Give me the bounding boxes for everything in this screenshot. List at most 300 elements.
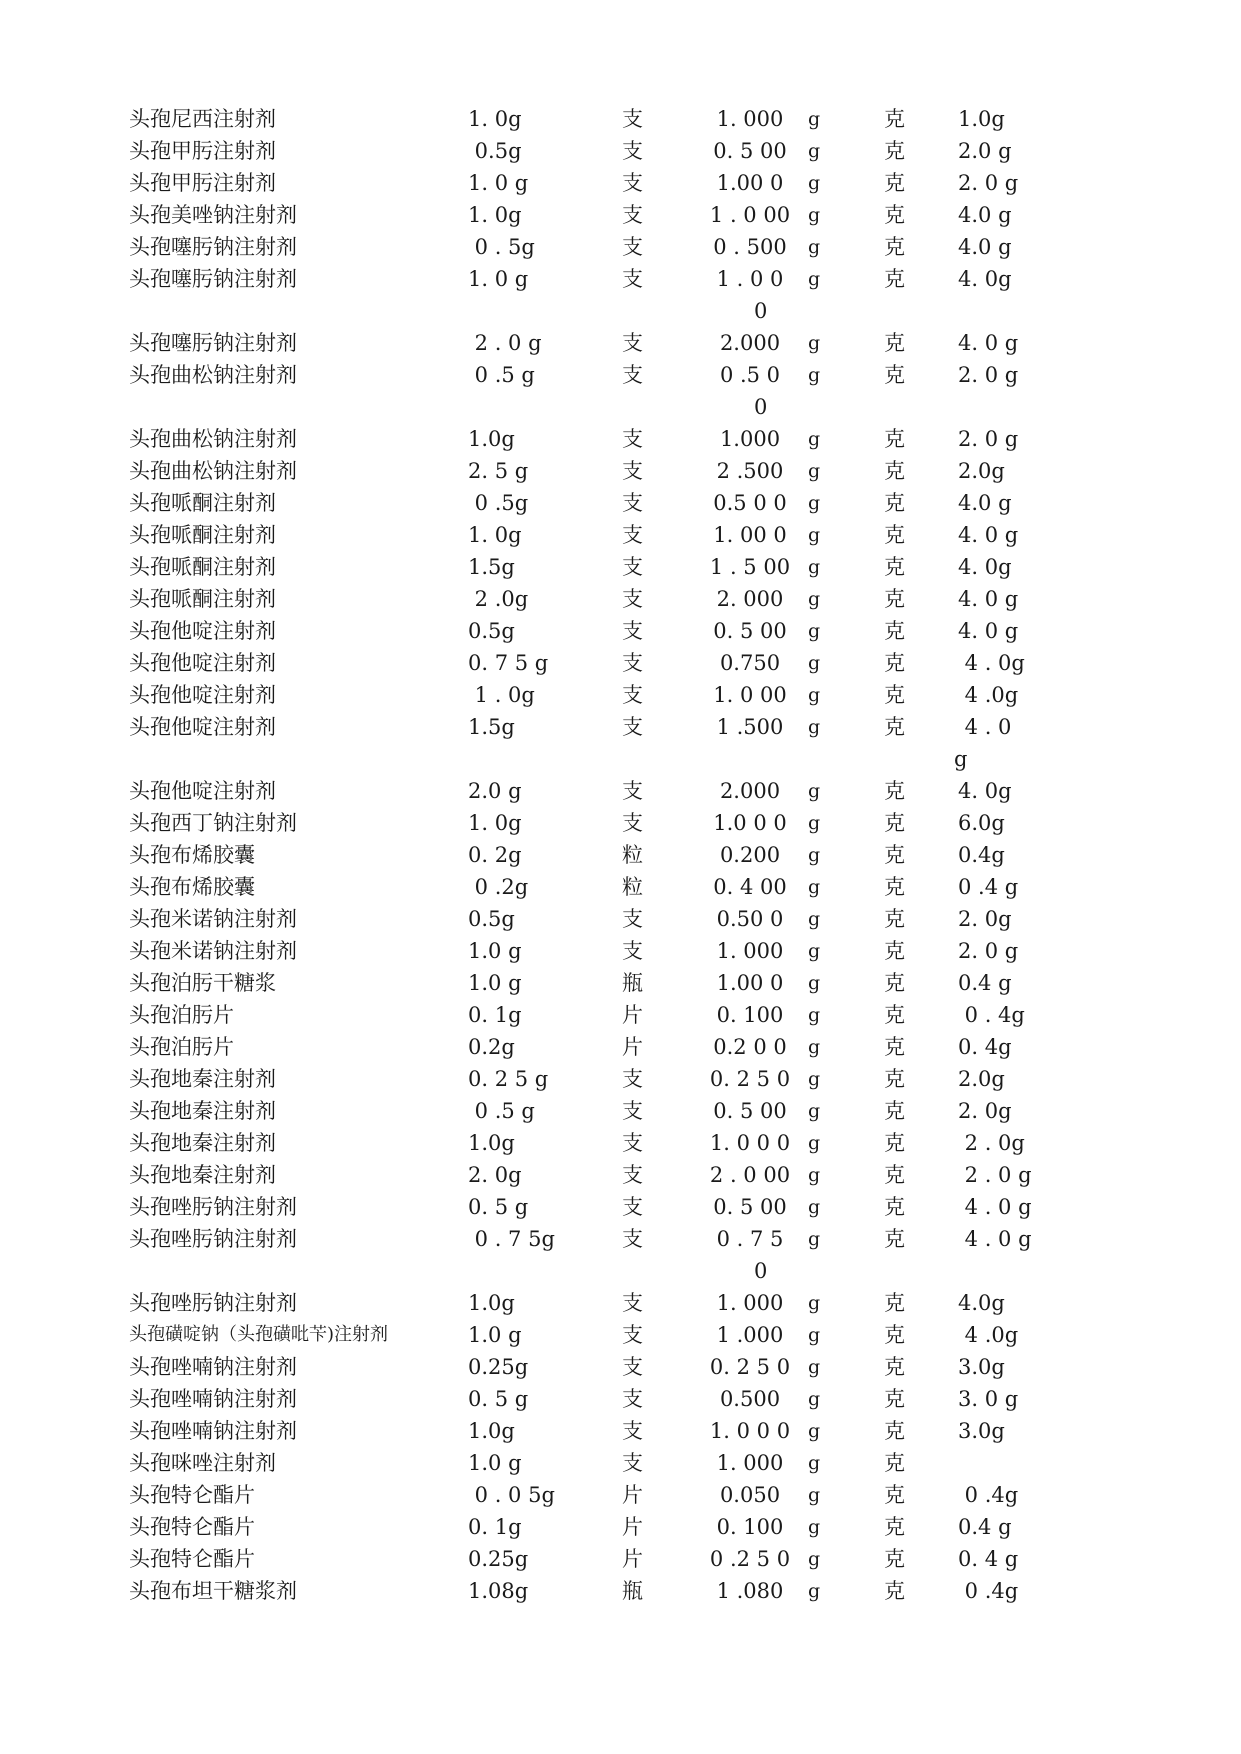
ddd-unit-cell: 克 [884,331,905,355]
package-unit-cell: 支 [622,907,643,931]
ddd-unit-cell: 克 [884,203,905,227]
ddd-value-cell: 4.0 g [958,491,1012,515]
ddd-value-cell: 4. 0g [958,267,1012,291]
table-row [0,935,1241,967]
ddd-value-cell: 4 . 0 g [958,1227,1032,1251]
amount-unit-cell: g [808,1068,821,1090]
amount-cell: 0. 100 [716,1003,784,1027]
specification-cell: 2.0 g [468,779,522,803]
package-unit-cell: 支 [622,1067,643,1091]
package-unit-cell: 支 [622,459,643,483]
table-row [0,519,1241,551]
amount-cell: 0.050 [719,1483,781,1507]
amount-unit-cell: g [808,1420,821,1442]
amount-cell: 2 . 0 00 [709,1163,791,1187]
amount-cell: 0.500 [719,1387,781,1411]
specification-cell: 0 . 5g [468,235,535,259]
specification-cell: 2. 0g [468,1163,522,1187]
amount-cell: 0.5 0 0 [713,491,787,515]
ddd-value-cell: 2.0g [958,1067,1005,1091]
drug-name-cell: 头孢噻肟钠注射剂 [129,267,297,291]
table-row [0,327,1241,359]
specification-cell: 1.0g [468,1419,515,1443]
ddd-value-cell: 4 .0g [958,683,1019,707]
table-row [0,1415,1241,1447]
amount-unit-cell: g [808,1228,821,1250]
package-unit-cell: 支 [622,363,643,387]
table-row [0,1031,1241,1063]
ddd-value-cell: 4. 0 g [958,523,1019,547]
ddd-unit-cell: 克 [884,235,905,259]
package-unit-cell: 支 [622,1227,643,1251]
amount-cell: 1 . 0 00 [709,203,791,227]
specification-cell: 0 . 7 5g [468,1227,555,1251]
amount-unit-cell: g [808,236,821,258]
ddd-value-cell: 2.0g [958,459,1005,483]
package-unit-cell: 支 [622,1451,643,1475]
ddd-unit-cell: 克 [884,1163,905,1187]
specification-cell: 2 . 0 g [468,331,542,355]
package-unit-cell: 支 [622,651,643,675]
amount-cell: 0. 100 [716,1515,784,1539]
drug-name-cell: 头孢哌酮注射剂 [129,523,276,547]
ddd-value-cell: 2. 0 g [958,939,1019,963]
specification-cell: 0. 7 5 g [468,651,549,675]
ddd-value-cell: 0. 4 g [958,1547,1019,1571]
amount-cell: 2 .500 [716,459,784,483]
table-row [0,359,1241,391]
ddd-unit-cell: 克 [884,619,905,643]
table-row [0,1511,1241,1543]
package-unit-cell: 支 [622,203,643,227]
specification-cell: 1.08g [468,1579,529,1603]
table-row [0,807,1241,839]
package-unit-cell: 支 [622,171,643,195]
amount-unit-cell: g [808,844,821,866]
amount-unit-cell: g [808,204,821,226]
drug-name-cell: 头孢唑肟钠注射剂 [129,1227,297,1251]
ddd-value-cell: 2 . 0g [958,1131,1025,1155]
package-unit-cell: 支 [622,811,643,835]
amount-cell: 1.000 [719,427,781,451]
amount-unit-cell: g [808,1036,821,1058]
amount-cell: 1. 000 [716,1291,784,1315]
specification-cell: 1.0 g [468,1323,522,1347]
amount-unit-cell: g [808,684,821,706]
package-unit-cell: 支 [622,331,643,355]
specification-cell: 0. 5 g [468,1195,529,1219]
table-row [0,583,1241,615]
package-unit-cell: 支 [622,1131,643,1155]
specification-cell: 0 . 0 5g [468,1483,555,1507]
amount-unit-cell: g [808,460,821,482]
amount-cell: 0. 5 00 [713,139,787,163]
amount-cell: 0. 2 5 0 [709,1355,791,1379]
amount-unit-cell: g [808,1388,821,1410]
package-unit-cell: 支 [622,619,643,643]
ddd-value-cell: 4 . 0g [958,651,1025,675]
amount-unit-cell: g [808,140,821,162]
ddd-value-cell: 3. 0 g [958,1387,1019,1411]
drug-name-cell: 头孢曲松钠注射剂 [129,459,297,483]
amount-unit-cell: g [808,1356,821,1378]
amount-unit-cell: g [808,972,821,994]
package-unit-cell: 支 [622,1323,643,1347]
package-unit-cell: 支 [622,555,643,579]
specification-cell: 0. 2g [468,843,522,867]
ddd-unit-cell: 克 [884,1035,905,1059]
drug-name-cell: 头孢他啶注射剂 [129,779,276,803]
ddd-value-cell: 0 .4 g [958,875,1019,899]
ddd-unit-cell: 克 [884,1195,905,1219]
amount-cell: 0.200 [719,843,781,867]
ddd-unit-cell: 克 [884,907,905,931]
ddd-unit-cell: 克 [884,491,905,515]
ddd-value-cell: 4.0g [958,1291,1005,1315]
amount-cell: 1. 000 [716,939,784,963]
amount-unit-cell: g [808,716,821,738]
amount-cell: 1.00 0 [716,971,784,995]
drug-name-cell: 头孢美唑钠注射剂 [129,203,297,227]
amount-cell: 2. 000 [716,587,784,611]
drug-name-cell: 头孢曲松钠注射剂 [129,363,297,387]
package-unit-cell: 支 [622,139,643,163]
ddd-value-cell: 3.0g [958,1419,1005,1443]
table-row [0,167,1241,199]
specification-cell: 2 .0g [468,587,529,611]
amount-cell: 1 .500 [716,715,784,739]
table-row [0,1287,1241,1319]
ddd-unit-cell: 克 [884,971,905,995]
drug-name-cell: 头孢布坦干糖浆剂 [129,1579,297,1603]
package-unit-cell: 支 [622,779,643,803]
specification-cell: 1.5g [468,555,515,579]
ddd-unit-cell: 克 [884,1003,905,1027]
amount-cell: 2.000 [719,779,781,803]
amount-unit-cell: g [808,172,821,194]
package-unit-cell: 支 [622,715,643,739]
amount-cell: 0.2 0 0 [713,1035,787,1059]
amount-cell: 1. 00 0 [713,523,787,547]
ddd-unit-cell: 克 [884,267,905,291]
specification-cell: 1.0 g [468,939,522,963]
drug-name-cell: 头孢唑肟钠注射剂 [129,1195,297,1219]
specification-cell: 0.2g [468,1035,515,1059]
amount-unit-cell: g [808,588,821,610]
amount-wrap-text: 0 [754,395,768,419]
package-unit-cell: 支 [622,427,643,451]
ddd-unit-cell: 克 [884,1579,905,1603]
amount-cell: 1. 0 0 0 [709,1419,791,1443]
specification-cell: 1. 0 g [468,267,529,291]
amount-cell: 1 .000 [716,1323,784,1347]
package-unit-cell: 支 [622,107,643,131]
package-unit-cell: 片 [622,1515,643,1539]
table-row [0,1095,1241,1127]
drug-name-cell: 头孢米诺钠注射剂 [129,907,297,931]
table-row [0,999,1241,1031]
ddd-unit-cell: 克 [884,875,905,899]
ddd-value-cell: 4 . 0 g [958,1195,1032,1219]
package-unit-cell: 支 [622,1355,643,1379]
ddd-unit-cell: 克 [884,651,905,675]
ddd-value-cell: 4 . 0 [958,715,1012,739]
drug-name-cell: 头孢米诺钠注射剂 [129,939,297,963]
ddd-value-cell: 0.4g [958,843,1005,867]
ddd-unit-cell: 克 [884,1387,905,1411]
drug-name-cell: 头孢咪唑注射剂 [129,1451,276,1475]
package-unit-cell: 片 [622,1483,643,1507]
table-row [0,455,1241,487]
ddd-unit-cell: 克 [884,1131,905,1155]
ddd-unit-cell: 克 [884,107,905,131]
drug-name-cell: 头孢曲松钠注射剂 [129,427,297,451]
table-row [0,1575,1241,1607]
table-row [0,679,1241,711]
ddd-unit-cell: 克 [884,779,905,803]
package-unit-cell: 粒 [622,875,643,899]
specification-cell: 1.0 g [468,1451,522,1475]
table-row [0,1063,1241,1095]
specification-cell: 1 . 0g [468,683,535,707]
amount-cell: 0. 5 00 [713,1195,787,1219]
drug-name-cell: 头孢西丁钠注射剂 [129,811,297,835]
ddd-unit-cell: 克 [884,1547,905,1571]
drug-name-cell: 头孢唑肟钠注射剂 [129,1291,297,1315]
ddd-value-cell: 4. 0 g [958,619,1019,643]
package-unit-cell: 片 [622,1003,643,1027]
amount-unit-cell: g [808,428,821,450]
ddd-unit-cell: 克 [884,715,905,739]
amount-cell: 0 .2 5 0 [709,1547,791,1571]
specification-cell: 1.0g [468,427,515,451]
drug-name-cell: 头孢特仑酯片 [129,1547,255,1571]
amount-unit-cell: g [808,812,821,834]
amount-cell: 1. 000 [716,107,784,131]
table-row [0,615,1241,647]
specification-cell: 0 .5 g [468,363,535,387]
specification-cell: 0. 1g [468,1515,522,1539]
amount-cell: 1. 0 0 0 [709,1131,791,1155]
amount-cell: 1 . 5 00 [709,555,791,579]
package-unit-cell: 支 [622,1291,643,1315]
drug-name-cell: 头孢特仑酯片 [129,1483,255,1507]
table-row [0,871,1241,903]
ddd-unit-cell: 克 [884,587,905,611]
ddd-value-cell: 6.0g [958,811,1005,835]
ddd-value-cell: 2. 0 g [958,363,1019,387]
package-unit-cell: 瓶 [622,1579,643,1603]
drug-name-cell: 头孢他啶注射剂 [129,651,276,675]
drug-name-cell: 头孢特仑酯片 [129,1515,255,1539]
table-row [0,1191,1241,1223]
specification-cell: 0 .5 g [468,1099,535,1123]
drug-name-cell: 头孢地秦注射剂 [129,1067,276,1091]
ddd-value-cell: 2.0 g [958,139,1012,163]
drug-name-cell: 头孢哌酮注射剂 [129,555,276,579]
amount-cell: 0 .5 0 [719,363,781,387]
specification-cell: 2. 5 g [468,459,529,483]
drug-name-cell: 头孢地秦注射剂 [129,1099,276,1123]
ddd-unit-cell: 克 [884,139,905,163]
amount-cell: 0. 2 5 0 [709,1067,791,1091]
package-unit-cell: 支 [622,683,643,707]
ddd-unit-cell: 克 [884,1355,905,1379]
amount-unit-cell: g [808,1196,821,1218]
drug-name-cell: 头孢他啶注射剂 [129,683,276,707]
amount-unit-cell: g [808,1004,821,1026]
drug-name-cell: 头孢他啶注射剂 [129,715,276,739]
amount-unit-cell: g [808,1132,821,1154]
specification-cell: 0.25g [468,1547,529,1571]
ddd-value-cell: 3.0g [958,1355,1005,1379]
table-row [0,647,1241,679]
ddd-unit-cell: 克 [884,363,905,387]
amount-unit-cell: g [808,1516,821,1538]
amount-cell: 1. 000 [716,1451,784,1475]
table-row [0,1479,1241,1511]
amount-cell: 1 .080 [716,1579,784,1603]
specification-cell: 0. 2 5 g [468,1067,549,1091]
drug-name-cell: 头孢哌酮注射剂 [129,587,276,611]
drug-name-cell: 头孢地秦注射剂 [129,1163,276,1187]
ddd-unit-cell: 克 [884,459,905,483]
amount-wrap-text: 0 [754,299,768,323]
package-unit-cell: 支 [622,1195,643,1219]
drug-name-cell: 头孢泊肟片 [129,1035,234,1059]
table-row [0,1447,1241,1479]
amount-unit-cell: g [808,332,821,354]
amount-unit-cell: g [808,1548,821,1570]
ddd-unit-cell: 克 [884,1515,905,1539]
ddd-unit-cell: 克 [884,171,905,195]
table-row [0,903,1241,935]
package-unit-cell: 瓶 [622,971,643,995]
drug-name-cell: 头孢他啶注射剂 [129,619,276,643]
ddd-unit-cell: 克 [884,1099,905,1123]
specification-cell: 0 .5g [468,491,529,515]
ddd-unit-cell: 克 [884,843,905,867]
table-row [0,775,1241,807]
package-unit-cell: 支 [622,1163,643,1187]
amount-unit-cell: g [808,780,821,802]
table-row [0,1351,1241,1383]
table-row [0,135,1241,167]
amount-cell: 0. 5 00 [713,1099,787,1123]
specification-cell: 1. 0g [468,523,522,547]
amount-cell: 1.0 0 0 [713,811,787,835]
drug-name-cell: 头孢唑喃钠注射剂 [129,1387,297,1411]
specification-cell: 0 .2g [468,875,529,899]
amount-unit-cell: g [808,1164,821,1186]
ddd-value-cell: 4. 0g [958,779,1012,803]
amount-unit-cell: g [808,108,821,130]
ddd-unit-cell: 克 [884,1483,905,1507]
ddd-unit-cell: 克 [884,427,905,451]
ddd-unit-cell: 克 [884,1227,905,1251]
drug-name-cell: 头孢泊肟干糖浆 [129,971,276,995]
amount-unit-cell: g [808,268,821,290]
table-row [0,967,1241,999]
ddd-value-cell: 4.0 g [958,203,1012,227]
drug-name-cell: 头孢地秦注射剂 [129,1131,276,1155]
specification-cell: 1. 0g [468,203,522,227]
amount-cell: 0.750 [719,651,781,675]
drug-name-cell: 头孢唑喃钠注射剂 [129,1419,297,1443]
specification-cell: 0.5g [468,907,515,931]
amount-unit-cell: g [808,1484,821,1506]
amount-cell: 0 . 7 5 [716,1227,784,1251]
ddd-value-cell: 2. 0 g [958,427,1019,451]
package-unit-cell: 支 [622,267,643,291]
package-unit-cell: 支 [622,1099,643,1123]
amount-unit-cell: g [808,908,821,930]
amount-unit-cell: g [808,940,821,962]
amount-wrap-text: 0 [754,1259,768,1283]
amount-unit-cell: g [808,876,821,898]
specification-cell: 1. 0g [468,811,522,835]
ddd-wrap-text: g [954,747,968,771]
ddd-value-cell: 0. 4g [958,1035,1012,1059]
table-row [0,711,1241,743]
table-row [0,263,1241,295]
drug-name-cell: 头孢泊肟片 [129,1003,234,1027]
specification-cell: 0. 5 g [468,1387,529,1411]
drug-name-cell: 头孢哌酮注射剂 [129,491,276,515]
package-unit-cell: 片 [622,1547,643,1571]
ddd-unit-cell: 克 [884,1419,905,1443]
specification-cell: 0.25g [468,1355,529,1379]
amount-unit-cell: g [808,1100,821,1122]
specification-cell: 1. 0 g [468,171,529,195]
drug-name-cell: 头孢噻肟钠注射剂 [129,331,297,355]
package-unit-cell: 支 [622,523,643,547]
specification-cell: 0. 1g [468,1003,522,1027]
table-row [0,231,1241,263]
amount-cell: 1.00 0 [716,171,784,195]
ddd-value-cell: 4 .0g [958,1323,1019,1347]
drug-name-cell: 头孢甲肟注射剂 [129,139,276,163]
table-row [0,1543,1241,1575]
package-unit-cell: 粒 [622,843,643,867]
ddd-unit-cell: 克 [884,523,905,547]
ddd-value-cell: 2 . 0 g [958,1163,1032,1187]
table-row [0,1223,1241,1255]
amount-unit-cell: g [808,524,821,546]
table-row [0,1319,1241,1351]
amount-unit-cell: g [808,1292,821,1314]
amount-unit-cell: g [808,364,821,386]
ddd-value-cell: 4. 0g [958,555,1012,579]
table-row [0,1383,1241,1415]
ddd-value-cell: 4.0 g [958,235,1012,259]
drug-name-cell: 头孢甲肟注射剂 [129,171,276,195]
ddd-value-cell: 0 .4g [958,1579,1019,1603]
ddd-value-cell: 2. 0 g [958,171,1019,195]
amount-unit-cell: g [808,652,821,674]
ddd-value-cell: 2. 0g [958,907,1012,931]
ddd-value-cell: 0.4 g [958,971,1012,995]
specification-cell: 1.5g [468,715,515,739]
table-row [0,1159,1241,1191]
table-row [0,1127,1241,1159]
ddd-value-cell: 4. 0 g [958,331,1019,355]
ddd-unit-cell: 克 [884,1323,905,1347]
ddd-unit-cell: 克 [884,1291,905,1315]
specification-cell: 1.0g [468,1291,515,1315]
table-row [0,839,1241,871]
table-row [0,103,1241,135]
